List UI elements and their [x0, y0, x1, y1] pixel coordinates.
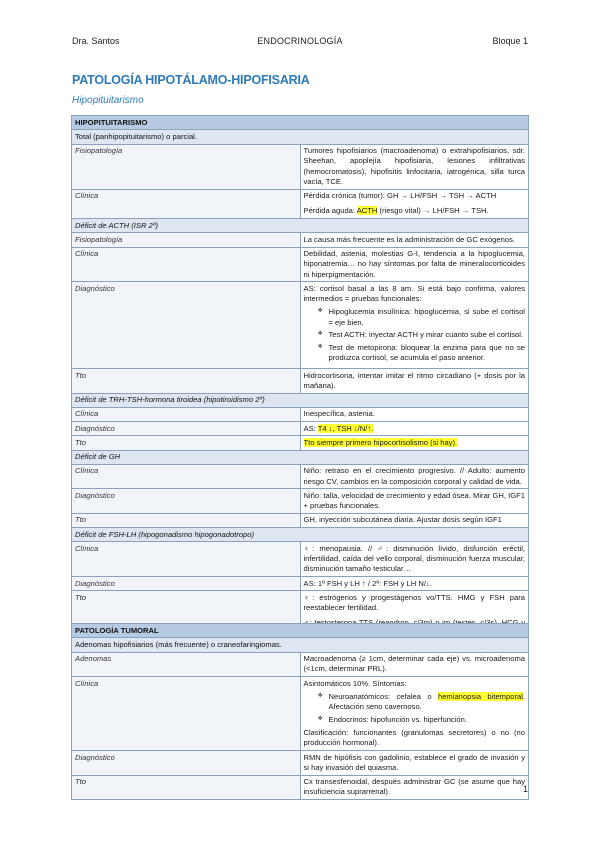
- highlight-acth: ACTH: [356, 206, 378, 216]
- header-author: Dra. Santos: [72, 36, 120, 46]
- section-row: [72, 219, 529, 233]
- fsh-heading: Déficit de FSH-LH (hipogonadismo hipogonadotropo): [72, 528, 529, 542]
- row-label: Clínica: [72, 542, 301, 577]
- row-label: Tto: [72, 513, 301, 527]
- row-label: Clínica: [72, 407, 301, 421]
- tumoral-diagnostico: RMN de hipófisis con gadolinio, establece el grado de invasión y si hay invasión del quiasma.: [300, 751, 529, 776]
- row-label: Clínica: [72, 189, 301, 219]
- highlight-hemianopsia: hemianopsia bitemporal: [437, 691, 523, 701]
- page-number: 1: [522, 784, 528, 794]
- page-title: PATOLOGÍA HIPOTÁLAMO-HIPOFISARIA: [72, 73, 310, 87]
- tsh-clinica: Inespecífica, astenia.: [300, 407, 529, 421]
- table-row: [72, 577, 529, 591]
- acth-fisio: La causa más frecuente es la administración de GC exógenos.: [300, 233, 529, 247]
- list-item: ❖ Endocrinos: hipofunción vs. hiperfunción.: [317, 714, 467, 724]
- patologia-tumoral-table: [71, 623, 529, 800]
- table-row: [72, 542, 529, 577]
- table-row: [72, 369, 529, 394]
- list-item: ❖ Test ACTH: inyectar ACTH y mirar cuanto sube el cortisol.: [317, 330, 524, 340]
- page-header: [72, 35, 528, 49]
- hipo-clinica: [300, 189, 529, 219]
- tumoral-intro: Adenomas hipofisiarios (más frecuente) o craneofaringiomas.: [72, 638, 529, 652]
- acth-diag-list: [318, 307, 526, 363]
- bullet-icon: ❖: [317, 344, 323, 350]
- table-row: [72, 677, 529, 751]
- row-label: Diagnóstico: [72, 422, 301, 436]
- fsh-tto-female: ♀: estrógenos y progestágenos vo/TTS. HMG y FSH para reestablecer fertilidad.: [303, 592, 525, 612]
- section-row: [72, 130, 529, 144]
- row-label: Clínica: [72, 677, 301, 751]
- row-label: Diagnóstico: [72, 751, 301, 776]
- hipo-intro: Total (panhipopituitarismo) o parcial.: [72, 130, 529, 144]
- acth-diagnostico: [300, 282, 529, 369]
- row-label: Tto: [72, 591, 301, 641]
- table-row: [72, 407, 529, 421]
- table-row: [72, 189, 529, 219]
- row-label: Fisiopatología: [72, 144, 301, 189]
- tumoral-adenomas: Macroadenoma (≥ 1cm, determinar cada eje) vs. microadenoma (<1cm, determinar PRL).: [300, 652, 529, 677]
- clinica-aguda: Pérdida aguda: ACTH (riesgo vital) → LH/FSH → TSH.: [303, 206, 489, 216]
- bullet-icon: ❖: [317, 715, 323, 722]
- row-label: Tto: [72, 436, 301, 450]
- bullet-icon: ❖: [317, 331, 323, 338]
- bullet-icon: ❖: [317, 692, 323, 699]
- row-label: Adenomas: [72, 652, 301, 677]
- row-label: Clínica: [72, 247, 301, 282]
- fsh-clinica: ♀: menopausia. // ♂: disminución lívido, disfunción eréctil, infertilidad, caída del vello corporal, disminución fuerza muscular, disminución tamaño testicular…: [300, 542, 529, 577]
- list-item: ❖ Test de metopirona: bloquear la enzima para que no se produzca cortisol, se acumula el paso anterior.: [317, 343, 525, 363]
- table-row: [72, 513, 529, 527]
- table-row: [72, 436, 529, 450]
- hipo-fisio: Tumores hipofisiarios (macroadenoma) o extrahipofisiarios, sdr. Sheehan, apoplejía hipofisiaria, lesiones infiltrativas (hemocromatosis), hipofisitis linfocitaria, iatrogénica, silla turca vacía, TCE.: [300, 144, 529, 189]
- fsh-diagnostico: AS: 1º FSH y LH ↑ / 2º: FSH y LH N/↓.: [300, 577, 529, 591]
- tumoral-clinica-list: [318, 692, 526, 725]
- section-row: [72, 528, 529, 542]
- list-item: ❖ Neuroanatómicos: cefalea o hemianopsia bitemporal. Afectación seno cavernoso.: [317, 691, 526, 711]
- table-row: [72, 464, 529, 489]
- tsh-tto: [300, 436, 529, 450]
- tumoral-clinica: [300, 677, 529, 751]
- table-row: [72, 422, 529, 436]
- tsh-heading: Déficit de TRH-TSH-hormona tiroidea (hipotiroidismo 2º): [72, 393, 529, 407]
- row-label: Clínica: [72, 464, 301, 489]
- table-row: [72, 233, 529, 247]
- table-row: [72, 144, 529, 189]
- gh-tto: GH, inyección subcutánea diaria. Ajustar dosis según IGF1: [300, 513, 529, 527]
- row-label: Tto: [72, 369, 301, 394]
- acth-diag-intro: AS: cortisol basal a las 8 am. Si está bajo confirma, valores intermedios = pruebas funcionales:: [303, 283, 525, 303]
- row-label: Tto: [72, 775, 301, 800]
- acth-tto: Hidrocortisona, intentar imitar el ritmo circadiano (+ dosis por la mañana).: [300, 369, 529, 394]
- row-label: Diagnóstico: [72, 577, 301, 591]
- table-heading-row: [72, 624, 529, 638]
- list-item: ❖ Hipoglucemia insulínica: hipoglucemia, si sube el cortisol = eje bien.: [317, 307, 525, 327]
- section-row: [72, 450, 529, 464]
- row-label: Fisiopatología: [72, 233, 301, 247]
- table-row: [72, 489, 529, 514]
- highlight-t4: T4 ↓, TSH ↓/N/↑.: [317, 423, 374, 433]
- tumoral-clasificacion: Clasificación: funcionantes (granulomas secretores) o no (no producción hormonal).: [303, 728, 525, 748]
- highlight-tto: Tto siempre primero hipocortisolismo (si hay).: [303, 437, 458, 447]
- tumoral-tto: Cx transesfenoidal, después administrar GC (se asume que hay insuficiencia suprarrenal).: [300, 775, 529, 800]
- acth-heading: Déficit de ACTH (ISR 2º): [72, 219, 529, 233]
- section-row: [72, 638, 529, 652]
- table-row: [72, 652, 529, 677]
- table-heading-row: [72, 116, 529, 130]
- page-subtitle: Hipopituitarismo: [72, 95, 144, 106]
- header-block: Bloque 1: [492, 36, 528, 46]
- table-row: [72, 775, 529, 800]
- tsh-diagnostico: AS: T4 ↓, TSH ↓/N/↑.: [300, 422, 529, 436]
- table-row: [72, 282, 529, 369]
- header-subject: ENDOCRINOLOGÍA: [257, 36, 343, 46]
- gh-clinica: Niño: retraso en el crecimiento progresivo. // Adulto: aumento riesgo CV, cambios en la composición corporal y calidad de vida.: [300, 464, 529, 489]
- table-row: [72, 751, 529, 776]
- bullet-icon: ❖: [317, 308, 323, 315]
- hipopituitarismo-table: [71, 115, 529, 641]
- hipo-heading: HIPOPITUITARISMO: [72, 116, 529, 130]
- clinica-cronica: Pérdida crónica (tumor): GH → LH/FSH → TSH → ACTH: [303, 191, 497, 200]
- gh-heading: Déficit de GH: [72, 450, 529, 464]
- tumoral-clinica-intro: Asintomáticos 10%. Síntomas:: [303, 678, 407, 688]
- tumoral-heading: PATOLOGÍA TUMORAL: [72, 624, 529, 638]
- acth-clinica: Debilidad, astenia, molestias G-I, tendencia a la hipoglucemia, hiponatremia… no hay síntomas por falta de mineralocorticoides ni hiperpigmentación.: [300, 247, 529, 282]
- row-label: Diagnóstico: [72, 282, 301, 369]
- row-label: Diagnóstico: [72, 489, 301, 514]
- table-row: [72, 247, 529, 282]
- section-row: [72, 393, 529, 407]
- gh-diagnostico: Niño: talla, velocidad de crecimiento y edad ósea. Mirar GH, IGF1 + pruebas funcionales.: [300, 489, 529, 514]
